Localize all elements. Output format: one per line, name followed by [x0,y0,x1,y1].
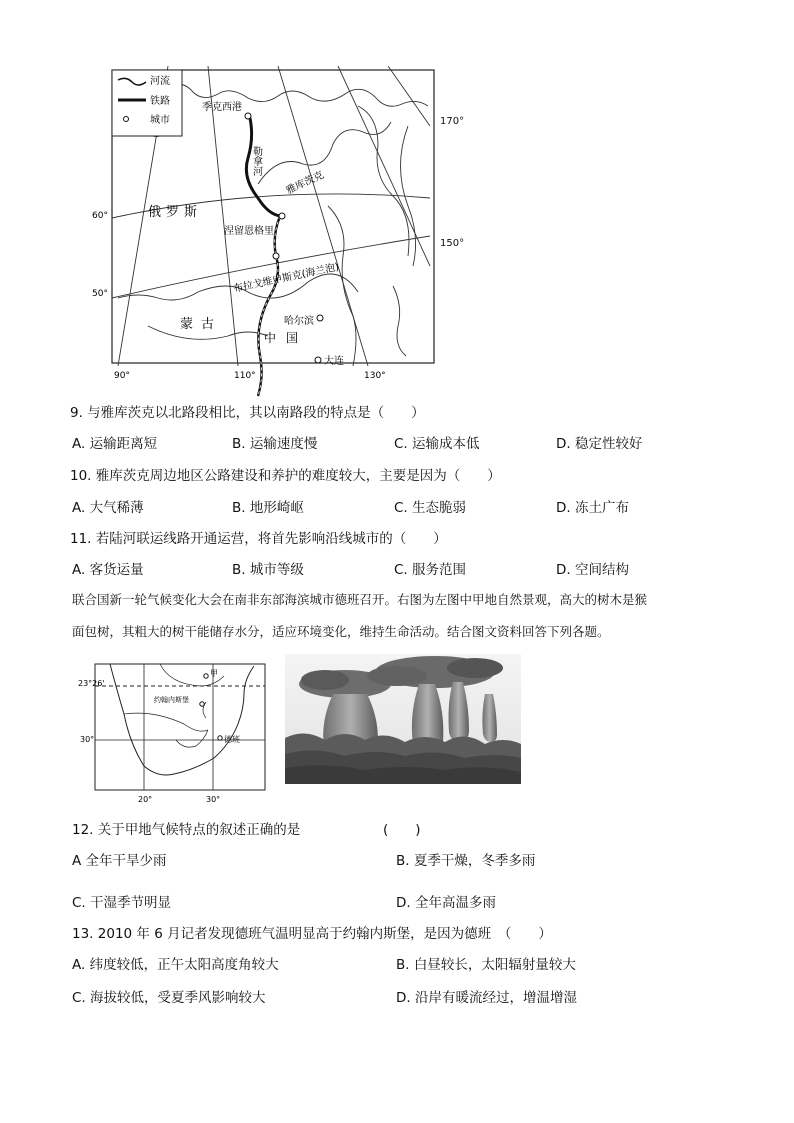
q12-c[interactable]: C. 干湿季节明显 [72,895,172,911]
label-lena: 勒拿河 [250,146,262,176]
q10-stem: 10. 雅库茨克周边地区公路建设和养护的难度较大，主要是因为（ ） [70,468,501,484]
q13-stem: 13. 2010 年 6 月记者发现德班气温明显高于约翰内斯堡，是因为德班 （ ） [72,926,552,942]
label-yakutsk: 雅库茨克 [284,169,326,197]
q13-c[interactable]: C. 海拔较低，受夏季风影响较大 [72,990,266,1006]
q9-d[interactable]: D. 稳定性较好 [556,436,643,452]
q13-b[interactable]: B. 白昼较长，太阳辐射量较大 [396,957,576,973]
lon-110: 110° [234,371,256,381]
label-harbin: 哈尔滨 [284,316,314,327]
baobab-photo [285,654,521,784]
legend-city: 城市 [150,115,170,126]
q12-stem: 12. 关于甲地气候特点的叙述正确的是 [72,822,301,838]
label-dalian: 大连 [324,356,344,367]
label-port: 季克西港 [202,102,242,113]
map2-lat-tropic: 23°26' [78,679,105,688]
q13-a[interactable]: A. 纬度较低，正午太阳高度角较大 [72,957,279,973]
label-china: 中国 [264,331,309,345]
q9-c[interactable]: C. 运输成本低 [394,436,480,452]
lat-60: 60° [92,211,108,221]
lat-50: 50° [92,289,108,299]
map2-lon-30: 30° [206,795,221,804]
lon-130: 130° [364,371,386,381]
q12-a[interactable]: A 全年干旱少雨 [72,853,167,869]
lon-90: 90° [114,371,130,381]
lon-150: 150° [440,238,465,249]
legend-river: 河流 [150,76,170,87]
q9-a[interactable]: A. 运输距离短 [72,436,158,452]
q10-a[interactable]: A. 大气稀薄 [72,500,144,516]
intro-line1: 联合国新一轮气候变化大会在南非东部海滨城市德班召开。右图为左图中甲地自然景观，高大的树木是猴 [72,592,648,607]
q10-c[interactable]: C. 生态脆弱 [394,500,467,516]
russia-lena-map [92,66,438,382]
q11-a[interactable]: A. 客货运量 [72,562,144,578]
label-railway: 布拉戈维申斯克(海兰泡) [232,261,341,295]
q9-stem: 9. 与雅库茨克以北路段相比，其以南路段的特点是（ ） [70,405,425,421]
label-neryungri: 涅留恩格里 [224,226,274,237]
legend-rail: 铁路 [150,96,170,107]
map2-lat-30: 30° [80,735,95,744]
q9-b[interactable]: B. 运输速度慢 [232,436,318,452]
label-russia: 俄罗斯 [148,205,203,220]
q12-d[interactable]: D. 全年高温多雨 [396,895,496,911]
q12-b[interactable]: B. 夏季干燥，冬季多雨 [396,853,536,869]
south-africa-map [80,662,270,808]
q10-b[interactable]: B. 地形崎岖 [232,500,304,516]
map2-jia: 甲 [210,669,218,678]
q11-d[interactable]: D. 空间结构 [556,562,629,578]
map2-lon-20: 20° [138,795,153,804]
q11-b[interactable]: B. 城市等级 [232,562,304,578]
label-mongolia: 蒙古 [180,317,223,332]
q12-paren: ( ) [383,822,421,838]
map2-johannesburg: 约翰内斯堡 [154,696,189,704]
q11-c[interactable]: C. 服务范围 [394,562,467,578]
q13-d[interactable]: D. 沿岸有暖流经过，增温增湿 [396,990,577,1006]
map2-durban: 德班 [224,735,240,744]
q10-d[interactable]: D. 冻土广布 [556,500,629,516]
q11-stem: 11. 若陆河联运线路开通运营，将首先影响沿线城市的（ ） [70,531,447,547]
intro-line2: 面包树，其粗大的树干能储存水分，适应环境变化，维持生命活动。结合图文资料回答下列各题。 [72,624,610,639]
lon-170: 170° [440,116,465,127]
